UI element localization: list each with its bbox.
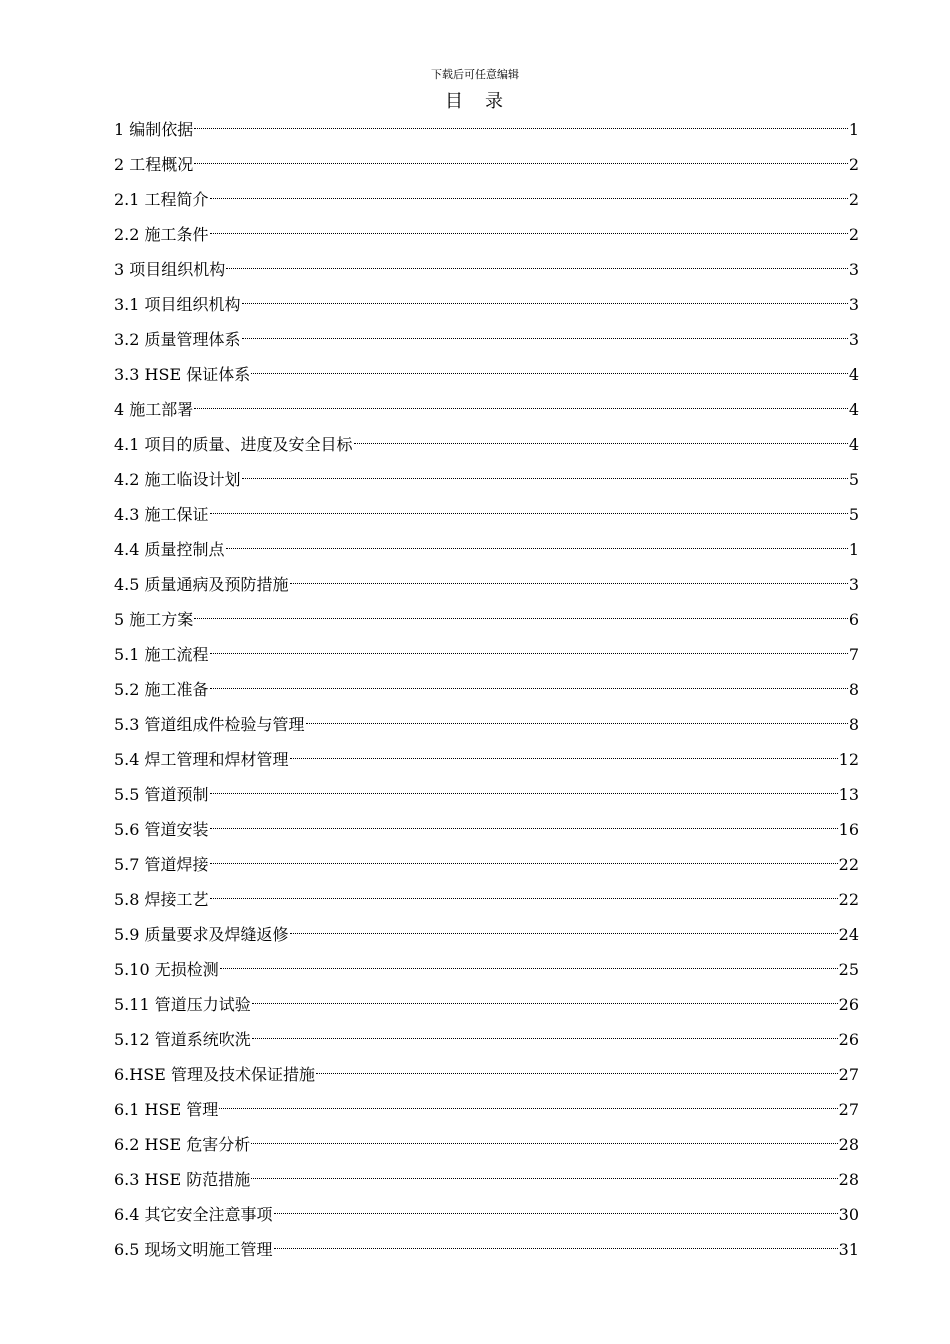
toc-entry-label: 3.2 质量管理体系 [114,330,241,349]
toc-entry[interactable] [114,602,859,637]
toc-entry-page-number: 3 [848,295,859,314]
toc-dot-leader [219,1108,837,1109]
toc-dot-leader [242,338,848,339]
toc-entry-label: 2 工程概况 [114,155,194,174]
toc-entry[interactable] [114,532,859,567]
toc-entry-label: 4.4 质量控制点 [114,540,225,559]
toc-entry-label: 6.1 HSE 管理 [114,1100,219,1119]
toc-title: 目 录 [445,91,505,112]
toc-entry-label: 5.11 管道压力试验 [114,995,251,1014]
toc-dot-leader [242,478,848,479]
toc-entry-page-number: 26 [838,995,859,1014]
toc-entry-page-number: 26 [838,1030,859,1049]
toc-entry[interactable] [114,462,859,497]
toc-entry-page-number: 13 [838,785,859,804]
toc-entry[interactable] [114,392,859,427]
toc-entry-label: 4.1 项目的质量、进度及安全目标 [114,435,353,454]
toc-dot-leader [290,758,838,759]
toc-entry-label: 5.3 管道组成件检验与管理 [114,715,305,734]
toc-dot-leader [251,1143,837,1144]
toc-entry[interactable] [114,742,859,777]
toc-dot-leader [194,618,848,619]
toc-entry-label: 4.3 施工保证 [114,505,209,524]
toc-entry-label: 2.1 工程简介 [114,190,209,209]
toc-entry-page-number: 22 [838,855,859,874]
toc-entry[interactable] [114,567,859,602]
toc-dot-leader [252,1038,838,1039]
toc-dot-leader [210,198,848,199]
toc-entry-page-number: 6 [848,610,859,629]
toc-dot-leader [290,933,838,934]
toc-dot-leader [210,828,838,829]
toc-entry[interactable] [114,1127,859,1162]
toc-entry[interactable] [114,882,859,917]
toc-entry-page-number: 1 [848,120,859,139]
toc-dot-leader [210,793,838,794]
toc-entry[interactable] [114,252,859,287]
toc-dot-leader [210,688,848,689]
toc-dot-leader [210,898,838,899]
toc-entry-label: 5.1 施工流程 [114,645,209,664]
toc-entry[interactable] [114,1022,859,1057]
toc-entry-page-number: 4 [848,365,859,384]
toc-dot-leader [251,373,848,374]
toc-entry-label: 4.2 施工临设计划 [114,470,241,489]
toc-entry-label: 4 施工部署 [114,400,194,419]
toc-entry[interactable] [114,847,859,882]
toc-dot-leader [354,443,848,444]
toc-entry-page-number: 5 [848,470,859,489]
toc-entry[interactable] [114,672,859,707]
toc-entry-label: 6.4 其它安全注意事项 [114,1205,273,1224]
toc-entry-label: 5.2 施工准备 [114,680,209,699]
toc-entry-page-number: 4 [848,435,859,454]
toc-entry[interactable] [114,497,859,532]
toc-dot-leader [210,233,848,234]
toc-entry-page-number: 4 [848,400,859,419]
toc-dot-leader [194,408,848,409]
toc-entry-page-number: 22 [838,890,859,909]
toc-entry-label: 5.8 焊接工艺 [114,890,209,909]
toc-entry[interactable] [114,1092,859,1127]
toc-entry-page-number: 28 [838,1170,859,1189]
table-of-contents [114,112,859,1267]
toc-entry-page-number: 3 [848,330,859,349]
toc-entry-label: 5.6 管道安装 [114,820,209,839]
toc-entry-label: 1 编制依据 [114,120,194,139]
toc-entry[interactable] [114,1162,859,1197]
toc-entry[interactable] [114,637,859,672]
toc-entry-label: 5.9 质量要求及焊缝返修 [114,925,289,944]
toc-dot-leader [210,513,848,514]
toc-entry[interactable] [114,427,859,462]
toc-entry-label: 2.2 施工条件 [114,225,209,244]
toc-entry[interactable] [114,1232,859,1267]
toc-entry[interactable] [114,987,859,1022]
toc-entry-page-number: 24 [838,925,859,944]
toc-entry-label: 6.HSE 管理及技术保证措施 [114,1065,315,1084]
toc-entry-page-number: 5 [848,505,859,524]
toc-entry-label: 5.10 无损检测 [114,960,219,979]
toc-entry[interactable] [114,1197,859,1232]
toc-entry-page-number: 8 [848,715,859,734]
toc-entry-page-number: 2 [848,225,859,244]
toc-dot-leader [226,268,848,269]
toc-entry-label: 5 施工方案 [114,610,194,629]
toc-entry-page-number: 1 [848,540,859,559]
toc-entry-page-number: 2 [848,155,859,174]
toc-entry[interactable] [114,707,859,742]
toc-dot-leader [251,1178,837,1179]
page-header-note: 下载后可任意编辑 [431,68,519,81]
toc-entry-page-number: 3 [848,575,859,594]
toc-entry[interactable] [114,147,859,182]
toc-entry-page-number: 30 [838,1205,859,1224]
toc-entry[interactable] [114,217,859,252]
toc-entry[interactable] [114,777,859,812]
toc-entry[interactable] [114,357,859,392]
toc-dot-leader [210,863,838,864]
toc-entry-label: 3 项目组织机构 [114,260,226,279]
toc-entry-label: 5.12 管道系统吹洗 [114,1030,251,1049]
toc-dot-leader [274,1213,838,1214]
toc-entry[interactable] [114,812,859,847]
toc-entry-label: 6.5 现场文明施工管理 [114,1240,273,1259]
toc-entry[interactable] [114,1057,859,1092]
toc-entry-page-number: 16 [838,820,859,839]
toc-dot-leader [242,303,848,304]
toc-entry-page-number: 27 [838,1065,859,1084]
toc-entry-page-number: 8 [848,680,859,699]
toc-entry[interactable] [114,112,859,147]
toc-entry-page-number: 7 [848,645,859,664]
toc-entry-label: 5.5 管道预制 [114,785,209,804]
toc-entry-page-number: 12 [838,750,859,769]
toc-entry[interactable] [114,182,859,217]
toc-entry-label: 3.3 HSE 保证体系 [114,365,251,384]
toc-entry-label: 4.5 质量通病及预防措施 [114,575,289,594]
toc-entry-label: 6.2 HSE 危害分析 [114,1135,251,1154]
toc-entry-label: 5.7 管道焊接 [114,855,209,874]
toc-entry-page-number: 2 [848,190,859,209]
toc-entry-label: 3.1 项目组织机构 [114,295,241,314]
toc-entry[interactable] [114,917,859,952]
toc-dot-leader [274,1248,838,1249]
toc-entry-page-number: 27 [838,1100,859,1119]
toc-dot-leader [290,583,848,584]
toc-entry-label: 6.3 HSE 防范措施 [114,1170,251,1189]
toc-entry[interactable] [114,322,859,357]
toc-entry-page-number: 25 [838,960,859,979]
toc-dot-leader [306,723,848,724]
toc-dot-leader [226,548,848,549]
toc-entry-label: 5.4 焊工管理和焊材管理 [114,750,289,769]
toc-dot-leader [220,968,838,969]
toc-entry-page-number: 31 [838,1240,859,1259]
toc-dot-leader [210,653,848,654]
toc-entry-page-number: 28 [838,1135,859,1154]
toc-dot-leader [316,1073,838,1074]
toc-entry[interactable] [114,952,859,987]
toc-entry-page-number: 3 [848,260,859,279]
toc-dot-leader [252,1003,838,1004]
toc-dot-leader [194,128,848,129]
toc-dot-leader [194,163,848,164]
toc-entry[interactable] [114,287,859,322]
